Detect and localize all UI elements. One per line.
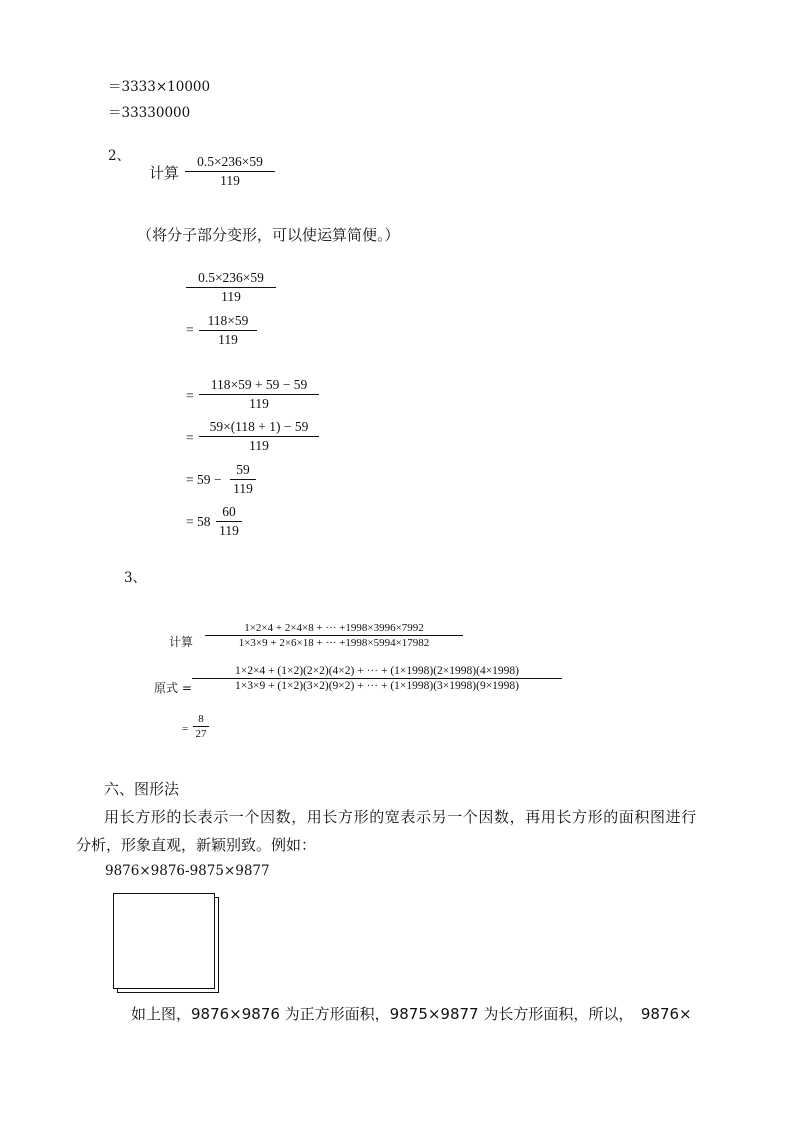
question-2-fraction xyxy=(185,154,275,189)
fraction-numerator: 0.5×236×59 xyxy=(198,270,264,285)
fraction-numerator: 59 xyxy=(236,462,250,477)
question-3-label: 计算 xyxy=(169,635,194,649)
fraction-denominator: 119 xyxy=(221,289,241,304)
fraction-numerator: 59×(118 + 1) − 59 xyxy=(209,419,309,434)
fraction-denominator: 119 xyxy=(220,173,240,188)
fraction-bar xyxy=(216,521,242,522)
fraction-numerator: 8 xyxy=(198,713,204,725)
fraction-bar xyxy=(192,678,562,679)
step-5-fraction xyxy=(230,462,256,497)
fraction-denominator: 1×3×9 + (1×2)(3×2)(9×2) + ··· + (1×1998)(3×1998)(9×1998) xyxy=(234,680,520,692)
fraction-numerator: 1×2×4 + 2×4×8 + ··· +1998×3996×7992 xyxy=(244,622,424,634)
fraction-numerator: 0.5×236×59 xyxy=(197,154,263,169)
step-6-fraction xyxy=(216,504,242,539)
question-3-fraction xyxy=(205,622,463,649)
fraction-denominator: 27 xyxy=(195,728,207,740)
fraction-bar xyxy=(199,436,319,437)
fraction-denominator: 119 xyxy=(233,481,253,496)
fraction-denominator: 119 xyxy=(218,332,238,347)
step-2-fraction xyxy=(199,313,257,348)
equation-line-1: ＝3333×10000 xyxy=(108,79,211,95)
step-6-prefix: = 58 xyxy=(186,514,211,529)
step-2-prefix: = xyxy=(186,322,194,337)
fraction-numerator: 118×59 + 59 − 59 xyxy=(210,377,308,392)
original-expression-fraction xyxy=(192,665,562,692)
fraction-bar xyxy=(193,726,209,727)
fraction-denominator: 1×3×9 + 2×6×18 + ··· +1998×5994×17982 xyxy=(238,637,430,649)
fraction-numerator: 60 xyxy=(222,504,236,519)
equation-line-2: ＝33330000 xyxy=(108,105,191,121)
step-4-fraction xyxy=(199,419,319,454)
fraction-bar xyxy=(199,330,257,331)
example-expression: 9876×9876-9875×9877 xyxy=(105,863,270,879)
fraction-bar xyxy=(230,479,256,480)
fraction-bar xyxy=(199,394,319,395)
question-3-number: 3、 xyxy=(124,570,147,586)
square-shape xyxy=(113,893,215,989)
question-2-number: 2、 xyxy=(108,148,131,164)
question-2-note: （将分子部分变形，可以使运算简便。） xyxy=(137,226,400,244)
step-3-fraction xyxy=(199,377,319,412)
section-heading: 六、图形法 xyxy=(104,780,180,798)
fraction-numerator: 1×2×4 + (1×2)(2×2)(4×2) + ··· + (1×1998)(2×1998)(4×1998) xyxy=(234,665,520,677)
fraction-denominator: 119 xyxy=(219,523,239,538)
fraction-bar xyxy=(186,287,276,288)
fraction-denominator: 119 xyxy=(249,396,269,411)
step-1-fraction xyxy=(186,270,276,305)
step-4-prefix: = xyxy=(186,430,194,445)
paragraph-line-1: 用长方形的长表示一个因数，用长方形的宽表示另一个因数，再用长方形的面积图进行 xyxy=(104,808,697,826)
fraction-bar xyxy=(185,171,275,172)
question-2-label: 计算 xyxy=(149,164,180,182)
step-3-prefix: = xyxy=(186,388,194,403)
fraction-numerator: 118×59 xyxy=(207,313,249,328)
original-expression-label: 原式 = xyxy=(154,681,192,695)
step-5-prefix: = 59 − xyxy=(186,472,222,487)
result-prefix: = xyxy=(182,723,189,735)
explanation-text: 如上图，9876×9876 为正方形面积，9875×9877 为长方形面积，所以， 9876× xyxy=(131,1005,692,1023)
fraction-denominator: 119 xyxy=(249,438,269,453)
result-fraction xyxy=(193,713,209,740)
fraction-bar xyxy=(205,635,463,636)
paragraph-line-2: 分析，形象直观，新颖别致。例如： xyxy=(76,836,317,854)
